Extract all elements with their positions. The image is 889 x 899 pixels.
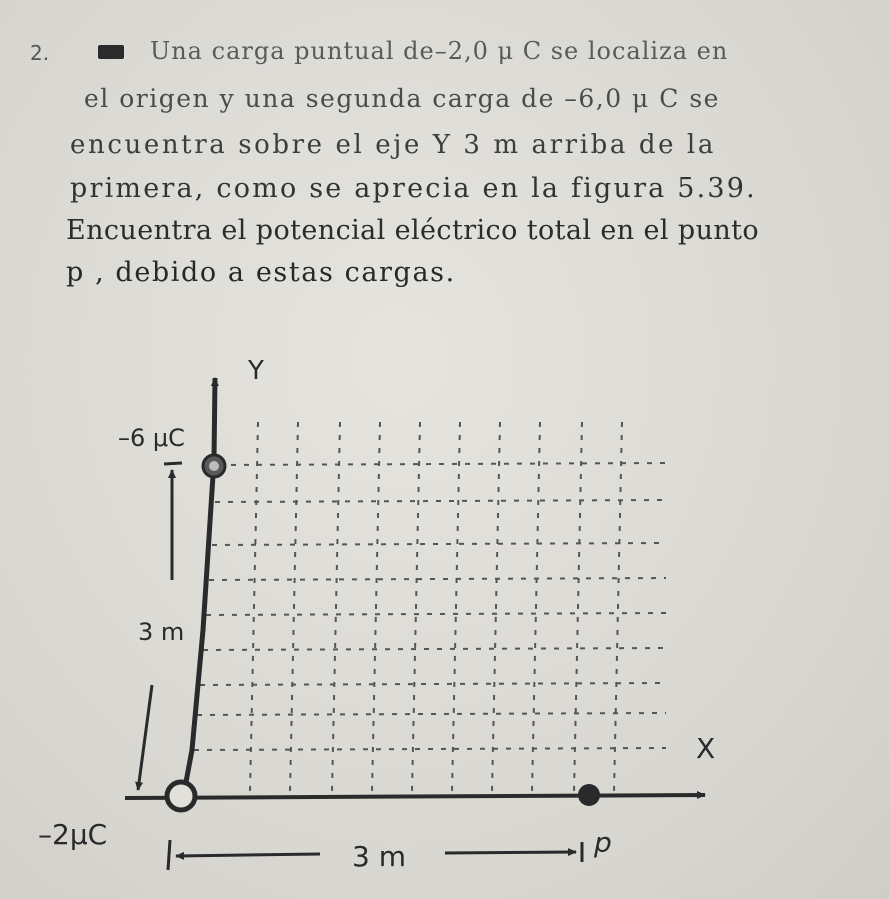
problem-line-3: encuentra sobre el eje Y 3 m arriba de la: [70, 130, 716, 160]
grid-line-vertical: [250, 422, 258, 792]
origin-charge-marker: [167, 782, 195, 810]
problem-line-2: el origen y una segunda carga de –6,0 μ C se: [84, 84, 720, 113]
charge-diagram: [0, 330, 889, 899]
grid-line-vertical: [492, 422, 500, 792]
y-axis-label: Y: [248, 356, 264, 386]
grid-line-horizontal: [197, 713, 666, 715]
exercise-marker-icon: [98, 45, 124, 59]
grid-line-vertical: [372, 422, 380, 792]
vertical-distance-label: 3 m: [138, 618, 185, 646]
grid-line-vertical: [290, 422, 298, 792]
problem-statement: [0, 0, 889, 300]
problem-line-1: Una carga puntual de–2,0 μ C se localiza en: [150, 37, 729, 65]
point-p-marker: [578, 784, 600, 806]
grid-line-vertical: [532, 422, 540, 792]
origin-charge-label: –2μC: [38, 818, 108, 851]
grid-line-horizontal: [206, 613, 666, 615]
grid-line-horizontal: [212, 543, 666, 545]
vertical-dimension-bottom-arrow: [138, 685, 152, 790]
top-charge-highlight: [209, 461, 219, 471]
dashed-grid: [194, 422, 666, 792]
horizontal-dimension-right-arrow: [445, 852, 576, 853]
problem-line-6: p , debido a estas cargas.: [66, 257, 456, 288]
horizontal-dimension-left-arrow: [176, 854, 320, 856]
x-axis-label: X: [696, 732, 716, 765]
y-axis: [183, 378, 215, 798]
horizontal-dimension-left-tick: [168, 840, 170, 870]
grid-line-horizontal: [194, 748, 666, 750]
problem-line-5: Encuentra el potencial eléctrico total en el punto: [66, 215, 760, 246]
grid-line-horizontal: [200, 683, 666, 685]
grid-line-horizontal: [218, 463, 666, 465]
problem-line-4: primera, como se aprecia en la figura 5.39.: [70, 173, 757, 204]
point-p-label: p: [594, 826, 612, 859]
top-charge-label: –6 μC: [118, 424, 185, 452]
grid-line-horizontal: [209, 578, 666, 580]
grid-line-vertical: [412, 422, 420, 792]
grid-line-horizontal: [215, 500, 666, 502]
grid-line-vertical: [452, 422, 460, 792]
problem-number: 2.: [30, 41, 50, 65]
grid-line-vertical: [614, 422, 622, 792]
grid-line-horizontal: [203, 648, 666, 650]
x-axis: [125, 795, 705, 798]
grid-line-vertical: [574, 422, 582, 792]
horizontal-distance-label: 3 m: [352, 840, 406, 873]
vertical-dimension-top-tick: [164, 463, 182, 464]
figure-5-39: [0, 330, 889, 899]
grid-line-vertical: [332, 422, 340, 792]
